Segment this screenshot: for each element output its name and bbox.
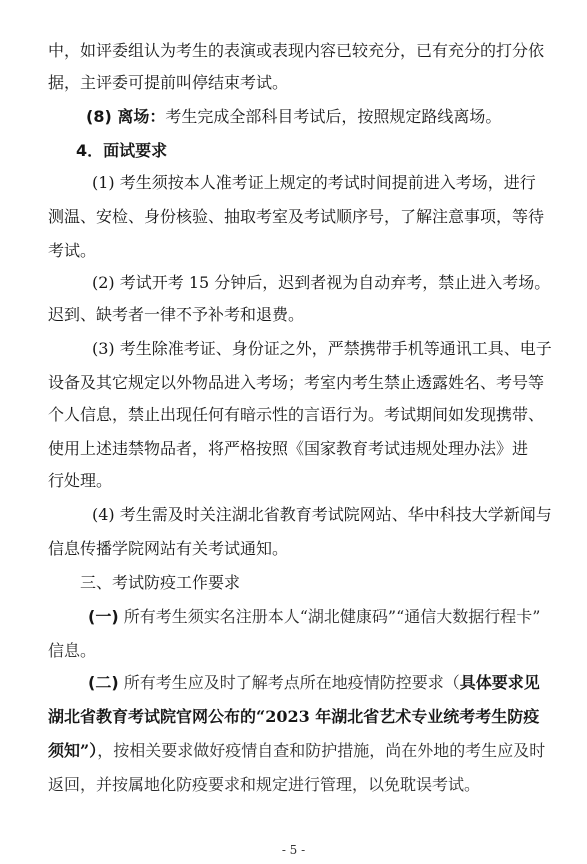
paragraph-line: 测温、安检、身份核验、抽取考室及考试顺序号，了解注意事项，等待	[48, 207, 545, 226]
paragraph-line: 个人信息，禁止出现任何有暗示性的言语行为。考试期间如发现携带、	[48, 405, 545, 424]
paragraph-line: 使用上述违禁物品者，将严格按照《国家教育考试违规处理办法》进	[48, 439, 529, 458]
paragraph-line: 返回，并按属地化防疫要求和规定进行管理，以免耽误考试。	[48, 775, 481, 794]
item-text: 所有考生须实名注册本人“湖北健康码”“通信大数据行程卡”	[123, 607, 541, 626]
paragraph-line: 设备及其它规定以外物品进入考场；考室内考生禁止透露姓名、考号等	[48, 373, 545, 392]
item-text: 考生完成全部科目考试后，按照规定路线离场。	[165, 107, 502, 126]
section-heading: 三、考试防疫工作要求	[80, 573, 241, 592]
paragraph-line	[88, 606, 540, 628]
item-label: (一)	[88, 607, 119, 626]
item-text: ，按相关要求做好疫情自查和防护措施，尚在外地的考生应及时	[97, 741, 546, 760]
emphasis-text: 具体要求见	[459, 673, 540, 692]
emphasis-text: 须知”）	[48, 741, 98, 760]
item-label: (8) 离场：	[86, 107, 166, 126]
paragraph-line: (4) 考生需及时关注湖北省教育考试院网站、华中科技大学新闻与	[92, 505, 552, 524]
section-heading: 4．面试要求	[76, 141, 168, 160]
paragraph-line: 信息传播学院网站有关考试通知。	[48, 539, 289, 558]
emphasis-line: 湖北省教育考试院官网公布的“2023 年湖北省艺术专业统考考生防疫	[48, 707, 540, 726]
item-text: 所有考生应及时了解考点所在地疫情防控要求（	[123, 673, 460, 692]
paragraph-line: (1) 考生须按本人准考证上规定的考试时间提前进入考场，进行	[92, 173, 536, 192]
paragraph-line: (3) 考生除准考证、身份证之外，严禁携带手机等通讯工具、电子	[92, 339, 552, 358]
paragraph-line: 迟到、缺考者一律不予补考和退费。	[48, 305, 305, 324]
paragraph-line: 考试。	[48, 241, 97, 260]
paragraph-line: 信息。	[48, 641, 97, 660]
paragraph-line: (2) 考试开考 15 分钟后，迟到者视为自动弃考，禁止进入考场。	[92, 273, 551, 292]
item-label: (二)	[88, 673, 119, 692]
paragraph-line	[48, 740, 545, 762]
paragraph-line	[88, 672, 540, 694]
paragraph-line: 据，主评委可提前叫停结束考试。	[48, 73, 289, 92]
paragraph-line: 中，如评委组认为考生的表演或表现内容已较充分，已有充分的打分依	[48, 41, 545, 60]
paragraph-line: 行处理。	[48, 471, 113, 490]
page-number: - 5 -	[281, 843, 306, 857]
paragraph-line	[86, 106, 501, 128]
